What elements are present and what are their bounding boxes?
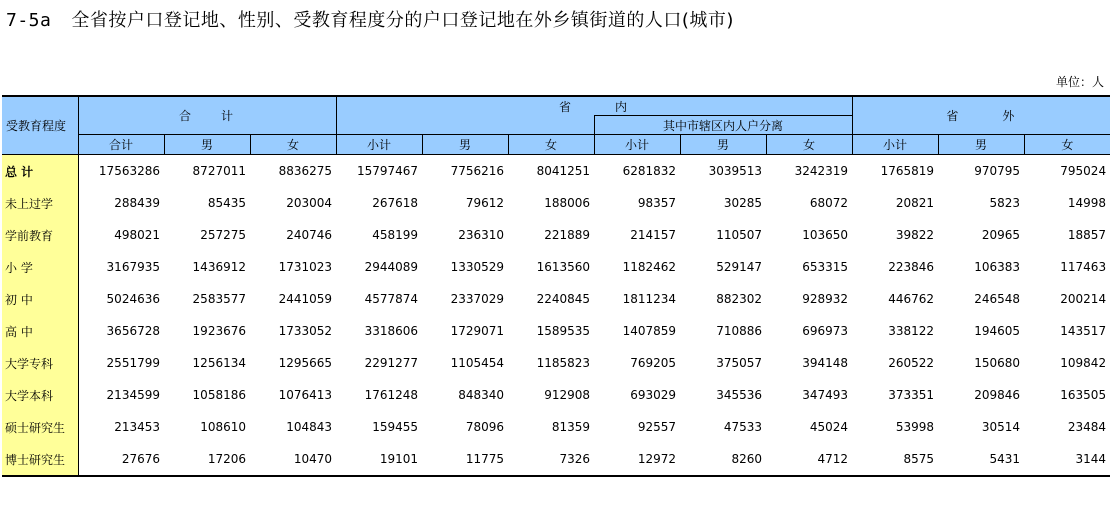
table-cell: 1436912 [192,260,246,274]
table-cell: 78096 [465,420,505,434]
table-cell: 970795 [938,155,1024,188]
header-col-in-female: 女 [508,135,594,155]
row-label: 总 计 [2,155,78,188]
table-cell: 5431 [938,443,1024,476]
table-cell: 2337029 [450,292,505,306]
table-cell: 8727011 [164,155,250,188]
table-cell: 912908 [544,388,591,402]
table-cell: 3039513 [680,155,766,188]
table-cell: 693029 [630,388,677,402]
table-cell: 928932 [802,292,849,306]
table-cell: 163505 [1060,388,1107,402]
table-cell: 696973 [802,324,849,338]
table-cell: 1295665 [278,356,333,370]
table-cell: 5024636 [106,292,160,306]
table-cell: 240746 [286,228,333,242]
table-cell: 3167935 [106,260,160,274]
table-cell: 3242319 [766,155,852,188]
header-group-in-province: 省 内 [336,96,852,116]
header-col-total-sum: 合计 [78,135,164,155]
table-cell: 1330529 [450,260,505,274]
table-cell: 223846 [888,260,935,274]
table-cell: 209846 [974,388,1021,402]
table-cell: 1256134 [192,356,246,370]
table-cell: 2583577 [192,292,246,306]
table-cell: 20965 [981,228,1021,242]
table-cell: 3144 [1024,443,1110,476]
table-cell: 1185823 [536,356,591,370]
table-cell: 1811234 [622,292,677,306]
header-col-city-male: 男 [680,135,766,155]
table-cell: 15797467 [336,155,422,188]
table-cell: 45024 [809,420,849,434]
table-cell: 3318606 [364,324,419,338]
table-row [2,411,1110,443]
table-cell: 260522 [888,356,935,370]
table-cell: 1407859 [622,324,677,338]
table-cell: 4577874 [364,292,419,306]
table-cell: 2551799 [106,356,160,370]
table-cell: 117463 [1060,260,1107,274]
table-cell: 1729071 [450,324,505,338]
header-col-in-subtotal: 小计 [336,135,422,155]
header-education-level: 受教育程度 [2,96,78,155]
table-cell: 200214 [1060,292,1107,306]
table-cell: 236310 [458,228,505,242]
table-cell: 104843 [286,420,333,434]
table-cell: 1613560 [536,260,591,274]
table-row [2,187,1110,219]
table-cell: 267618 [372,196,419,210]
header-col-out-female: 女 [1024,135,1110,155]
header-col-total-female: 女 [250,135,336,155]
table-cell: 47533 [723,420,763,434]
table-cell: 795024 [1024,155,1110,188]
table-cell: 30285 [723,196,763,210]
table-code: 7-5a [6,10,52,31]
row-label: 未上过学 [2,187,78,219]
table-cell: 68072 [809,196,849,210]
table-cell: 2134599 [106,388,160,402]
table-cell: 20821 [895,196,935,210]
table-cell: 338122 [888,324,935,338]
table-cell: 1105454 [450,356,505,370]
table-cell: 347493 [802,388,849,402]
table-cell: 14998 [1067,196,1107,210]
table-cell: 79612 [465,196,505,210]
table-cell: 8575 [852,443,938,476]
table-cell: 769205 [630,356,677,370]
table-cell: 188006 [544,196,591,210]
table-cell: 8836275 [250,155,336,188]
row-label: 初 中 [2,283,78,315]
table-cell: 7326 [508,443,594,476]
table-cell: 81359 [551,420,591,434]
table-cell: 203004 [286,196,333,210]
header-sub-city: 其中市辖区内人户分离 [594,116,852,135]
table-cell: 345536 [716,388,763,402]
table-cell: 17563286 [78,155,164,188]
table-cell: 85435 [207,196,246,210]
table-row [2,443,1110,476]
table-cell: 12972 [594,443,680,476]
table-cell: 2441059 [278,292,333,306]
row-label: 高 中 [2,315,78,347]
table-cell: 1731023 [278,260,333,274]
table-cell: 394148 [802,356,849,370]
table-cell: 10470 [250,443,336,476]
table-cell: 882302 [716,292,763,306]
table-cell: 103650 [802,228,849,242]
header-group-out-province: 省 外 [852,96,1110,135]
table-cell: 1182462 [622,260,677,274]
table-row [2,347,1110,379]
table-cell: 375057 [716,356,763,370]
table-cell: 257275 [200,228,246,242]
row-label: 大学专科 [2,347,78,379]
table-cell: 5823 [989,196,1021,210]
table-cell: 23484 [1067,420,1107,434]
header-col-out-subtotal: 小计 [852,135,938,155]
table-cell: 1761248 [364,388,419,402]
row-label: 大学本科 [2,379,78,411]
table-cell: 498021 [114,228,160,242]
header-col-city-female: 女 [766,135,852,155]
table-cell: 446762 [888,292,935,306]
table-cell: 143517 [1060,324,1107,338]
row-label: 学前教育 [2,219,78,251]
table-cell: 1589535 [536,324,591,338]
table-row [2,155,1110,188]
data-table [2,95,1110,477]
table-cell: 848340 [458,388,505,402]
table-cell: 529147 [716,260,763,274]
table-cell: 53998 [895,420,935,434]
unit-label: 单位：人 [1055,75,1104,89]
table-cell: 18857 [1067,228,1107,242]
table-row [2,315,1110,347]
table-cell: 7756216 [422,155,508,188]
table-cell: 92557 [637,420,677,434]
header-col-out-male: 男 [938,135,1024,155]
table-cell: 108610 [200,420,246,434]
table-row [2,283,1110,315]
table-cell: 2240845 [536,292,591,306]
table-cell: 6281832 [594,155,680,188]
table-cell: 11775 [422,443,508,476]
row-label: 博士研究生 [2,443,78,476]
table-title: 全省按户口登记地、性别、受教育程度分的户口登记地在外乡镇街道的人口(城市) [71,10,734,31]
row-label: 小 学 [2,251,78,283]
table-cell: 27676 [78,443,164,476]
table-cell: 458199 [372,228,419,242]
table-cell: 1076413 [278,388,333,402]
table-cell: 1923676 [192,324,246,338]
table-cell: 8041251 [508,155,594,188]
table-cell: 110507 [716,228,763,242]
header-in-province-blank [336,116,594,135]
header-col-in-male: 男 [422,135,508,155]
table-row [2,219,1110,251]
table-cell: 194605 [974,324,1021,338]
table-cell: 710886 [716,324,763,338]
table-cell: 150680 [974,356,1021,370]
page-title [6,6,734,32]
table-cell: 3656728 [106,324,160,338]
table-cell: 213453 [114,420,160,434]
table-cell: 19101 [336,443,422,476]
table-cell: 106383 [974,260,1021,274]
table-cell: 2291277 [364,356,419,370]
header-group-total: 合 计 [78,96,336,135]
table-cell: 109842 [1060,356,1107,370]
table-cell: 159455 [372,420,419,434]
table-cell: 221889 [544,228,591,242]
table-cell: 653315 [802,260,849,274]
table-cell: 39822 [895,228,935,242]
table-row [2,251,1110,283]
table-cell: 8260 [680,443,766,476]
table-cell: 1765819 [852,155,938,188]
table-cell: 2944089 [364,260,419,274]
table-cell: 30514 [981,420,1021,434]
table-cell: 246548 [974,292,1021,306]
header-col-total-male: 男 [164,135,250,155]
table-cell: 1058186 [192,388,246,402]
table-cell: 17206 [164,443,250,476]
table-cell: 288439 [114,196,160,210]
header-col-city-subtotal: 小计 [594,135,680,155]
table-cell: 98357 [637,196,677,210]
table-cell: 214157 [630,228,677,242]
table-cell: 4712 [766,443,852,476]
table-row [2,379,1110,411]
row-label: 硕士研究生 [2,411,78,443]
table-cell: 1733052 [278,324,333,338]
table-cell: 373351 [888,388,935,402]
